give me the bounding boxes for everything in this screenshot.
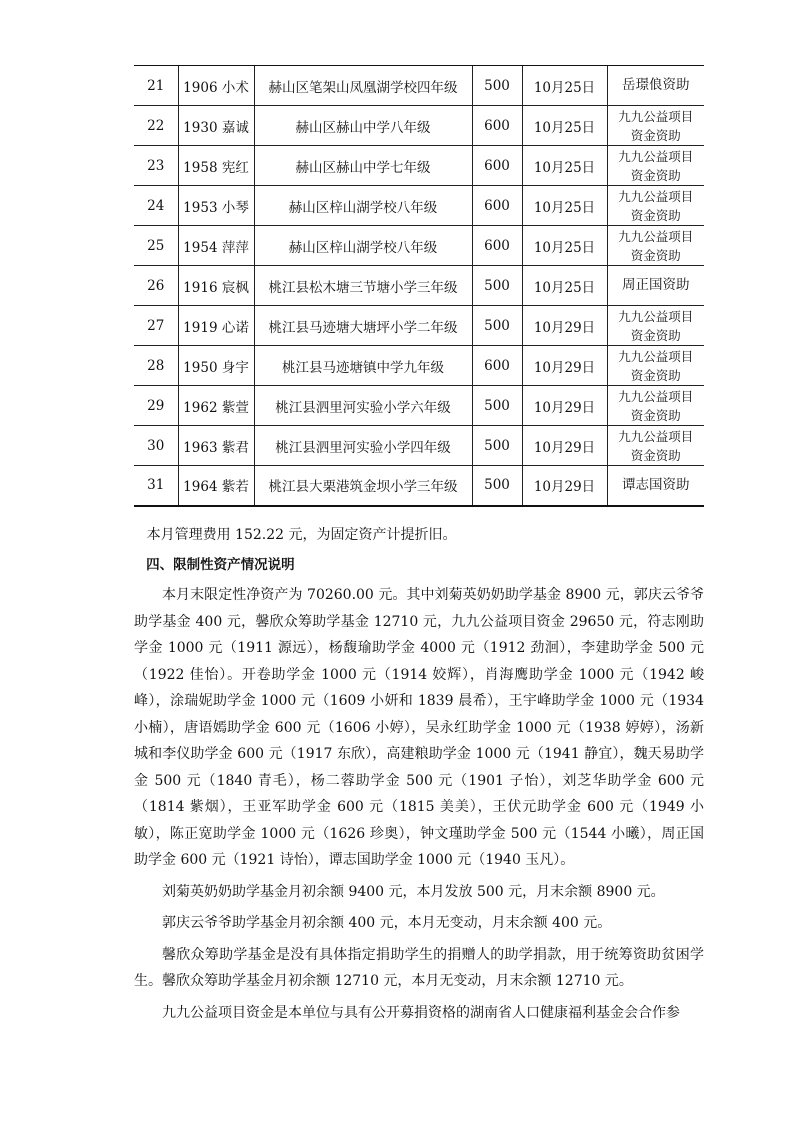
- sponsor-cell: [607, 466, 704, 506]
- row-number-cell: 24: [134, 186, 178, 226]
- student-cell: 1954 萍萍: [178, 226, 254, 266]
- sponsor-line: 周正国资助: [622, 277, 690, 293]
- management-fee-note: 本月管理费用 152.22 元，为固定资产计提折旧。: [146, 527, 457, 543]
- row-number-cell: 27: [134, 306, 178, 346]
- date-cell: 10月29日: [522, 386, 607, 426]
- date-cell: 10月29日: [522, 346, 607, 386]
- date-cell: 10月25日: [522, 186, 607, 226]
- student-cell: 1930 嘉诚: [178, 106, 254, 146]
- sponsor-line: 九九公益项目: [618, 148, 694, 164]
- sponsor-line: 资金资助: [630, 167, 681, 183]
- school-cell: 赫山区梓山湖学校八年级: [254, 186, 472, 226]
- sponsor-line: 九九公益项目: [618, 108, 694, 124]
- sponsor-line: 九九公益项目: [618, 228, 694, 244]
- date-cell: 10月25日: [522, 266, 607, 306]
- table-row: [134, 106, 704, 146]
- school-cell: 赫山区梓山湖学校八年级: [254, 226, 472, 266]
- date-cell: 10月25日: [522, 66, 607, 106]
- sponsor-line: 资金资助: [630, 327, 681, 343]
- school-cell: 赫山区笔架山凤凰湖学校四年级: [254, 66, 472, 106]
- table-row: [134, 146, 704, 186]
- sponsor-cell: [607, 386, 704, 426]
- student-cell: 1958 宪红: [178, 146, 254, 186]
- sponsor-line: 资金资助: [630, 407, 681, 423]
- student-cell: 1916 宸枫: [178, 266, 254, 306]
- student-cell: 1963 紫君: [178, 426, 254, 466]
- row-number-cell: 31: [134, 466, 178, 506]
- table-row: [134, 386, 704, 426]
- student-cell: 1919 心诺: [178, 306, 254, 346]
- student-cell: 1962 紫萱: [178, 386, 254, 426]
- row-number-cell: 26: [134, 266, 178, 306]
- sponsor-line: 资金资助: [630, 247, 681, 263]
- date-cell: 10月25日: [522, 146, 607, 186]
- row-number-cell: 21: [134, 66, 178, 106]
- sponsor-cell: [607, 146, 704, 186]
- sponsor-cell: [607, 226, 704, 266]
- date-cell: 10月25日: [522, 106, 607, 146]
- paragraph: 郭庆云爷爷助学基金月初余额 400 元，本月无变动，月末余额 400 元。: [162, 915, 612, 931]
- paragraph: 刘菊英奶奶助学基金月初余额 9400 元，本月发放 500 元，月末余额 8900 元。: [162, 883, 665, 900]
- sponsor-cell: [607, 266, 704, 306]
- grant-table-body: [134, 66, 704, 506]
- sponsor-line: 谭志国资助: [622, 476, 690, 493]
- school-cell: 赫山区赫山中学八年级: [254, 106, 472, 146]
- paragraph: 馨欣众筹助学基金是没有具体指定捐助学生的捐赠人的助学捐款，用于统筹资助贫困学生。馨欣众筹助学基金月初余额 12710 元，本月无变动，月末余额 12710 元。: [134, 946, 704, 989]
- amount-cell: 500: [472, 386, 522, 426]
- date-cell: 10月29日: [522, 306, 607, 346]
- amount-cell: 600: [472, 226, 522, 266]
- sponsor-line: 九九公益项目: [618, 308, 694, 324]
- table-row: [134, 346, 704, 386]
- date-cell: 10月29日: [522, 426, 607, 466]
- school-cell: 赫山区赫山中学七年级: [254, 146, 472, 186]
- school-cell: 桃江县马迹塘大塘坪小学二年级: [254, 306, 472, 346]
- table-row: [134, 466, 704, 506]
- school-cell: 桃江县马迹塘镇中学九年级: [254, 346, 472, 386]
- table-row: [134, 266, 704, 306]
- body-text: [134, 522, 704, 1026]
- sponsor-cell: [607, 306, 704, 346]
- student-cell: 1906 小术: [178, 66, 254, 106]
- school-cell: 桃江县松木塘三节塘小学三年级: [254, 266, 472, 306]
- sponsor-cell: [607, 66, 704, 106]
- student-cell: 1950 身宇: [178, 346, 254, 386]
- sponsor-line: 九九公益项目: [618, 428, 694, 444]
- table-row: [134, 426, 704, 466]
- sponsor-line: 资金资助: [630, 207, 681, 223]
- table-row: [134, 186, 704, 226]
- sponsor-cell: [607, 346, 704, 386]
- school-cell: 桃江县泗里河实验小学六年级: [254, 386, 472, 426]
- school-cell: 桃江县大栗港筑金坝小学三年级: [254, 466, 472, 506]
- row-number-cell: 25: [134, 226, 178, 266]
- date-cell: 10月29日: [522, 466, 607, 506]
- row-number-cell: 30: [134, 426, 178, 466]
- sponsor-line: 岳璟俍资助: [622, 77, 690, 93]
- grant-table: [134, 65, 704, 507]
- amount-cell: 500: [472, 466, 522, 506]
- row-number-cell: 23: [134, 146, 178, 186]
- paragraph: 本月末限定性净资产为 70260.00 元。其中刘菊英奶奶助学基金 8900 元，郭庆云爷爷助学基金 400 元，馨欣众筹助学基金 12710 元，九九公益项目资金 29650 元，符志刚助学金 1000 元（1911 源远），杨馥瑜助学金 4000 元（1912 劲洄），李建助学金 500 元（1922 佳怡）。开卷助学金 1000 元（1914 姣辉），肖海鹰助学金 1000 元（1942 峻峰），涂瑞妮助学金 1000 元（1609 小妍和 1839 晨希），王宇峰助学金 1000 元（1934 小楠），唐语嫣助学金 600 元（1606 小婷），吴永红助学金 1000 元（1938 婷婷），汤新城和李仪助学金 600 元（1917 东欣），高建粮助学金 1000 元（1941 静宜），魏天易助学金 500 元（1840 青毛），杨二蓉助学金 500 元（1901 子怡），刘芝华助学金 600 元（1814 紫烟），王亚军助学金 600 元（1815 美美），王伏元助学金 600 元（1949 小敏），陈正宽助学金 1000 元（1626 珍奥），钟文瑾助学金 500 元（1544 小曦），周正国助学金 600 元（1921 诗怡），谭志国助学金 1000 元（1940 玉凡）。: [134, 587, 704, 868]
- amount-cell: 500: [472, 306, 522, 346]
- amount-cell: 600: [472, 106, 522, 146]
- paragraph: 九九公益项目资金是本单位与具有公开募捐资格的湖南省人口健康福利基金会合作参: [162, 1004, 680, 1021]
- table-row: [134, 306, 704, 346]
- table-row: [134, 66, 704, 106]
- date-cell: 10月25日: [522, 226, 607, 266]
- sponsor-cell: [607, 426, 704, 466]
- sponsor-line: 九九公益项目: [618, 188, 694, 204]
- sponsor-line: 九九公益项目: [618, 348, 694, 364]
- row-number-cell: 29: [134, 386, 178, 426]
- amount-cell: 600: [472, 346, 522, 386]
- sponsor-line: 资金资助: [630, 447, 681, 463]
- amount-cell: 500: [472, 66, 522, 106]
- sponsor-line: 资金资助: [630, 367, 681, 383]
- row-number-cell: 28: [134, 346, 178, 386]
- sponsor-line: 九九公益项目: [618, 388, 694, 404]
- school-cell: 桃江县泗里河实验小学四年级: [254, 426, 472, 466]
- sponsor-cell: [607, 186, 704, 226]
- section-heading: 四、限制性资产情况说明: [146, 556, 295, 573]
- row-number-cell: 22: [134, 106, 178, 146]
- amount-cell: 600: [472, 186, 522, 226]
- amount-cell: 500: [472, 426, 522, 466]
- amount-cell: 500: [472, 266, 522, 306]
- student-cell: 1953 小琴: [178, 186, 254, 226]
- sponsor-cell: [607, 106, 704, 146]
- student-cell: 1964 紫若: [178, 466, 254, 506]
- amount-cell: 600: [472, 146, 522, 186]
- table-row: [134, 226, 704, 266]
- sponsor-line: 资金资助: [630, 127, 681, 143]
